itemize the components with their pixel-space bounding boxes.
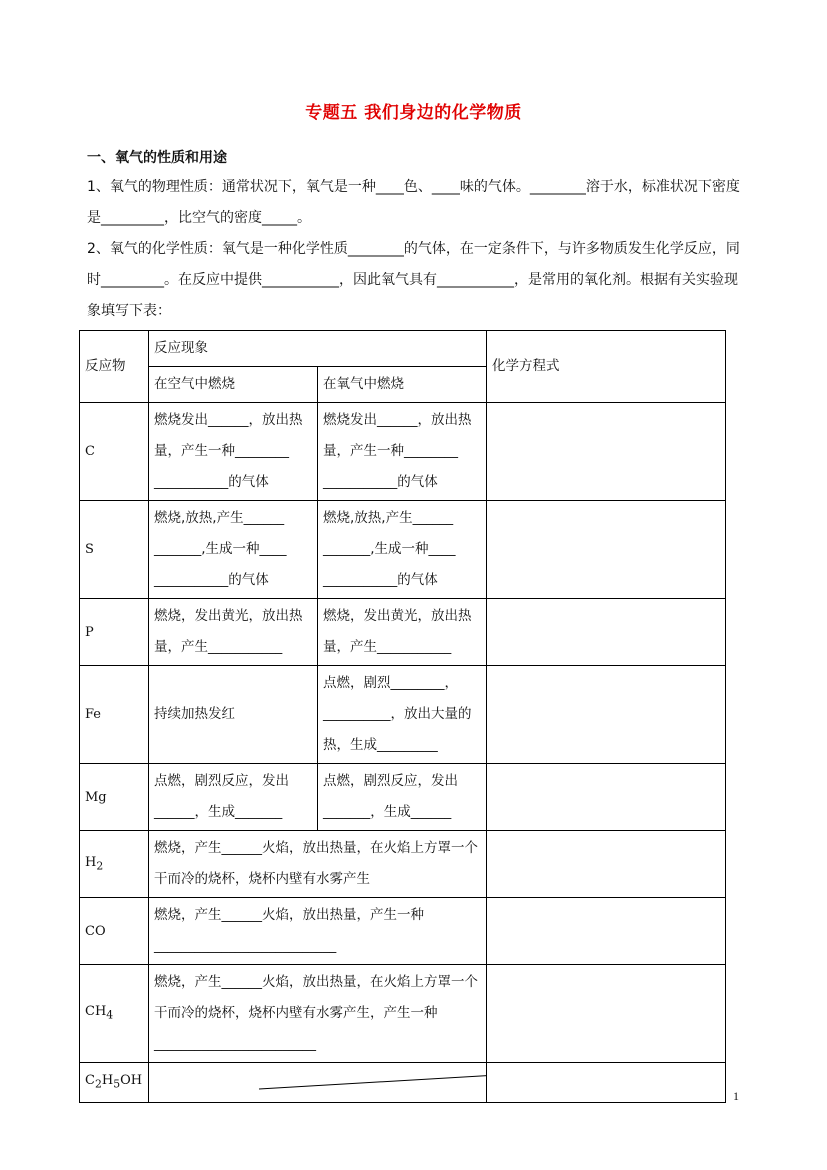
- header-phenomenon: 反应现象: [149, 331, 487, 367]
- fe-equation-cell: [487, 666, 726, 764]
- header-reactant: 反应物: [80, 331, 149, 403]
- page-number: 1: [733, 1089, 739, 1103]
- ch4-equation-cell: [487, 965, 726, 1063]
- paragraph-physical-properties: 1、氧气的物理性质：通常状况下，氧气是一种____色、____味的气体。________溶于水，标准状况下密度是_________，比空气的密度_____。: [87, 179, 740, 226]
- co-phenomenon-cell: 燃烧，产生______火焰，放出热量，产生一种___________________________: [149, 898, 487, 965]
- s-equation-cell: [487, 501, 726, 599]
- header-equation: 化学方程式: [487, 331, 726, 403]
- reactant-h2: [80, 831, 149, 898]
- ch4-phenomenon-cell: 燃烧，产生______火焰，放出热量，在火焰上方罩一个干而冷的烧杯，烧杯内壁有水雾产生，产生一种________________________: [149, 965, 487, 1063]
- fe-oxygen-cell: 点燃，剧烈________，__________，放出大量的热，生成_________: [318, 666, 487, 764]
- reactant-c2h5oh: [80, 1063, 149, 1103]
- reactant-s: S: [80, 501, 149, 599]
- p-equation-cell: [487, 599, 726, 666]
- h2-phenomenon-cell: 燃烧，产生______火焰，放出热量，在火焰上方罩一个干而冷的烧杯，烧杯内壁有水雾产生: [149, 831, 487, 898]
- s-oxygen-cell: 燃烧,放热,产生______ _______,生成一种____ ___________的气体: [318, 501, 487, 599]
- c-air-cell: 燃烧发出______，放出热量，产生一种________ ___________的气体: [149, 403, 318, 501]
- reactant-p: P: [80, 599, 149, 666]
- p-air-cell: 燃烧，发出黄光，放出热量，产生___________: [149, 599, 318, 666]
- c2h5oh-h: H: [101, 1073, 114, 1088]
- c2h5oh-equation-cell: [487, 1063, 726, 1103]
- reaction-table: [79, 330, 726, 1103]
- header-oxygen: 在氧气中燃烧: [318, 367, 487, 403]
- paragraph-chemical-properties: 2、氧气的化学性质：氧气是一种化学性质________的气体，在一定条件下，与许多物质发生化学反应，同时_________。在反应中提供___________，因此氧气具有___________，是常用的氧化剂。根据有关实验现象填写下表：: [87, 241, 740, 319]
- reactant-ch4-symbol: CH: [85, 1004, 107, 1020]
- c2h5oh-sub-2: 2: [94, 1077, 102, 1091]
- reactant-h2-subscript: 2: [96, 859, 104, 873]
- c-oxygen-cell: 燃烧发出______，放出热量，产生一种________ ___________的气体: [318, 403, 487, 501]
- p-oxygen-cell: 燃烧，发出黄光，放出热量，产生___________: [318, 599, 487, 666]
- section-heading: 一、氧气的性质和用途: [87, 150, 227, 166]
- mg-oxygen-cell: 点燃，剧烈反应，发出_______，生成______: [318, 764, 487, 831]
- reactant-ch4-subscript: 4: [106, 1008, 114, 1022]
- c2h5oh-phenomenon-cell: [149, 1063, 487, 1103]
- reactant-ch4: [80, 965, 149, 1063]
- c2h5oh-sub-5: 5: [113, 1077, 121, 1091]
- h2-equation-cell: [487, 831, 726, 898]
- co-equation-cell: [487, 898, 726, 965]
- c2h5oh-slash-area: [149, 1067, 486, 1097]
- reactant-co: CO: [80, 898, 149, 965]
- s-air-cell: 燃烧,放热,产生______ _______,生成一种____ ___________的气体: [149, 501, 318, 599]
- mg-air-cell: 点燃，剧烈反应，发出______，生成_______: [149, 764, 318, 831]
- page-title: 专题五 我们身边的化学物质: [305, 103, 522, 123]
- reactant-fe: Fe: [80, 666, 149, 764]
- c2h5oh-oh: OH: [120, 1073, 143, 1088]
- reactant-mg: Mg: [80, 764, 149, 831]
- blank-slash-line: [149, 1067, 487, 1101]
- header-air: 在空气中燃烧: [149, 367, 318, 403]
- fe-air-cell: 持续加热发红: [149, 666, 318, 764]
- reactant-c: C: [80, 403, 149, 501]
- mg-equation-cell: [487, 764, 726, 831]
- c-equation-cell: [487, 403, 726, 501]
- c2h5oh-c: C: [85, 1073, 95, 1088]
- reactant-h2-symbol: H: [85, 854, 97, 870]
